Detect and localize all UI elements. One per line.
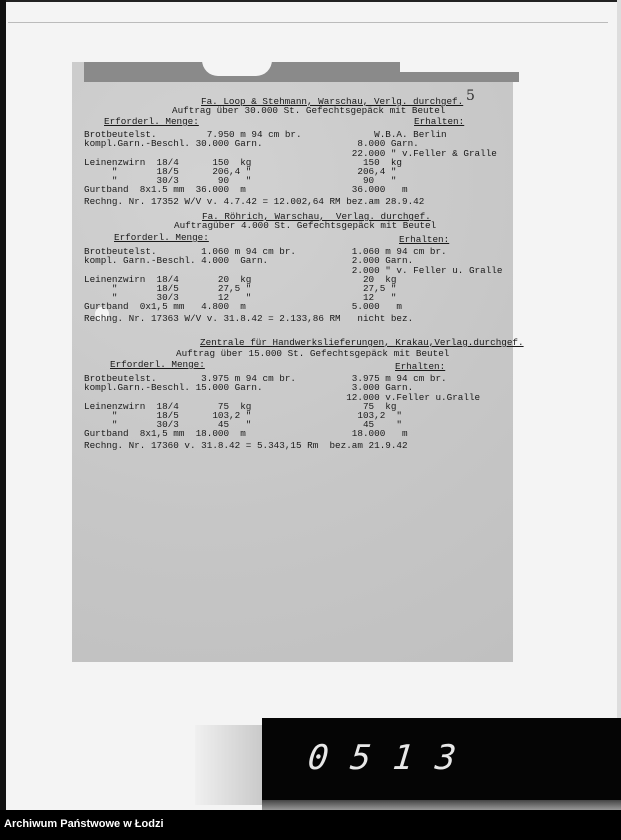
row: " 30/3 12 " 12 ": [84, 292, 397, 303]
column-header-required: Erforderl. Menge:: [110, 359, 205, 370]
row: 2.000 " v. Feller u. Gralle: [84, 265, 503, 276]
row: Brotbeutelst. 1.060 m 94 cm br. 1.060 m 94 cm br.: [84, 246, 447, 257]
row: Gurtband 8x1,5 mm 18.000 m 18.000 m: [84, 428, 408, 439]
row: kompl.Garn.-Beschl. 15.000 Garn. 3.000 Garn.: [84, 382, 414, 393]
row: Leinenzwirn 18/4 150 kg 150 kg: [84, 157, 403, 168]
row: Leinenzwirn 18/4 75 kg 75 kg: [84, 401, 397, 412]
row: 12.000 v.Feller u.Gralle: [84, 392, 481, 403]
column-header-required: Erforderl. Menge:: [114, 232, 209, 243]
counter-shadow: [195, 725, 265, 805]
row: " 30/3 45 " 45 ": [84, 419, 403, 430]
film-frame-right: [617, 0, 621, 720]
archive-label: Archiwum Państwowe w Łodzi: [4, 818, 164, 830]
column-header-received: Erhalten:: [399, 234, 450, 245]
row: Brotbeutelst. 3.975 m 94 cm br. 3.975 m 94 cm br.: [84, 373, 447, 384]
section-company: Fa. Loop & Stehmann, Warschau, Verlg. durchgef.: [201, 96, 464, 107]
row: " 18/5 206,4 " 206,4 ": [84, 166, 397, 177]
section-company: Zentrale für Handwerkslieferungen, Krakau,Verlag.durchgef.: [200, 337, 524, 348]
row: Gurtband 8x1.5 mm 36.000 m 36.000 m: [84, 184, 408, 195]
section-order: Auftragüber 4.000 St. Gefechtsgepäck mit Beutel: [174, 220, 437, 231]
column-header-received: Erhalten:: [395, 361, 446, 372]
invoice-line: Rechng. Nr. 17360 v. 31.8.42 = 5.343,15 Rm bez.am 21.9.42: [84, 440, 408, 451]
section-order: Auftrag über 15.000 St. Gefechtsgepäck mit Beutel: [176, 348, 450, 359]
scan-line: [8, 22, 608, 23]
column-header-received: Erhalten:: [414, 116, 465, 127]
row: kompl.Garn.-Beschl. 30.000 Garn. 8.000 Garn.: [84, 138, 419, 149]
sheet-tear: [202, 60, 272, 76]
typewritten-content: [84, 92, 524, 495]
row: Brotbeutelst. 7.950 m 94 cm br. W.B.A. Berlin: [84, 129, 447, 140]
row: " 18/5 27,5 " 27,5 ": [84, 283, 397, 294]
section-company: Fa. Röhrich, Warschau, Verlag. durchgef.: [202, 211, 431, 222]
column-header-required: Erforderl. Menge:: [104, 116, 199, 127]
row: Gurtband 0x1,5 mm 4.800 m 5.000 m: [84, 301, 403, 312]
row: " 30/3 90 " 90 ": [84, 175, 397, 186]
row: " 18/5 103,2 " 103,2 ": [84, 410, 403, 421]
section-order: Auftrag über 30.000 St. Gefechtsgepäck mit Beutel: [172, 105, 446, 116]
counter-panel-edge: [262, 800, 621, 810]
page-number-handwritten: 5: [466, 88, 475, 104]
row: 22.000 " v.Feller & Gralle: [84, 148, 497, 159]
film-frame-top: [0, 0, 621, 2]
invoice-line: Rechng. Nr. 17363 W/V v. 31.8.42 = 2.133,86 RM nicht bez.: [84, 313, 414, 324]
row: Leinenzwirn 18/4 20 kg 20 kg: [84, 274, 397, 285]
sheet-tear: [400, 60, 520, 72]
invoice-line: Rechng. Nr. 17352 W/V v. 4.7.42 = 12.002,64 RM bez.am 28.9.42: [84, 196, 425, 207]
frame-counter-number: 0513: [305, 738, 480, 778]
row: kompl. Garn.-Beschl. 4.000 Garn. 2.000 Garn.: [84, 255, 414, 266]
film-frame-left: [0, 0, 6, 810]
